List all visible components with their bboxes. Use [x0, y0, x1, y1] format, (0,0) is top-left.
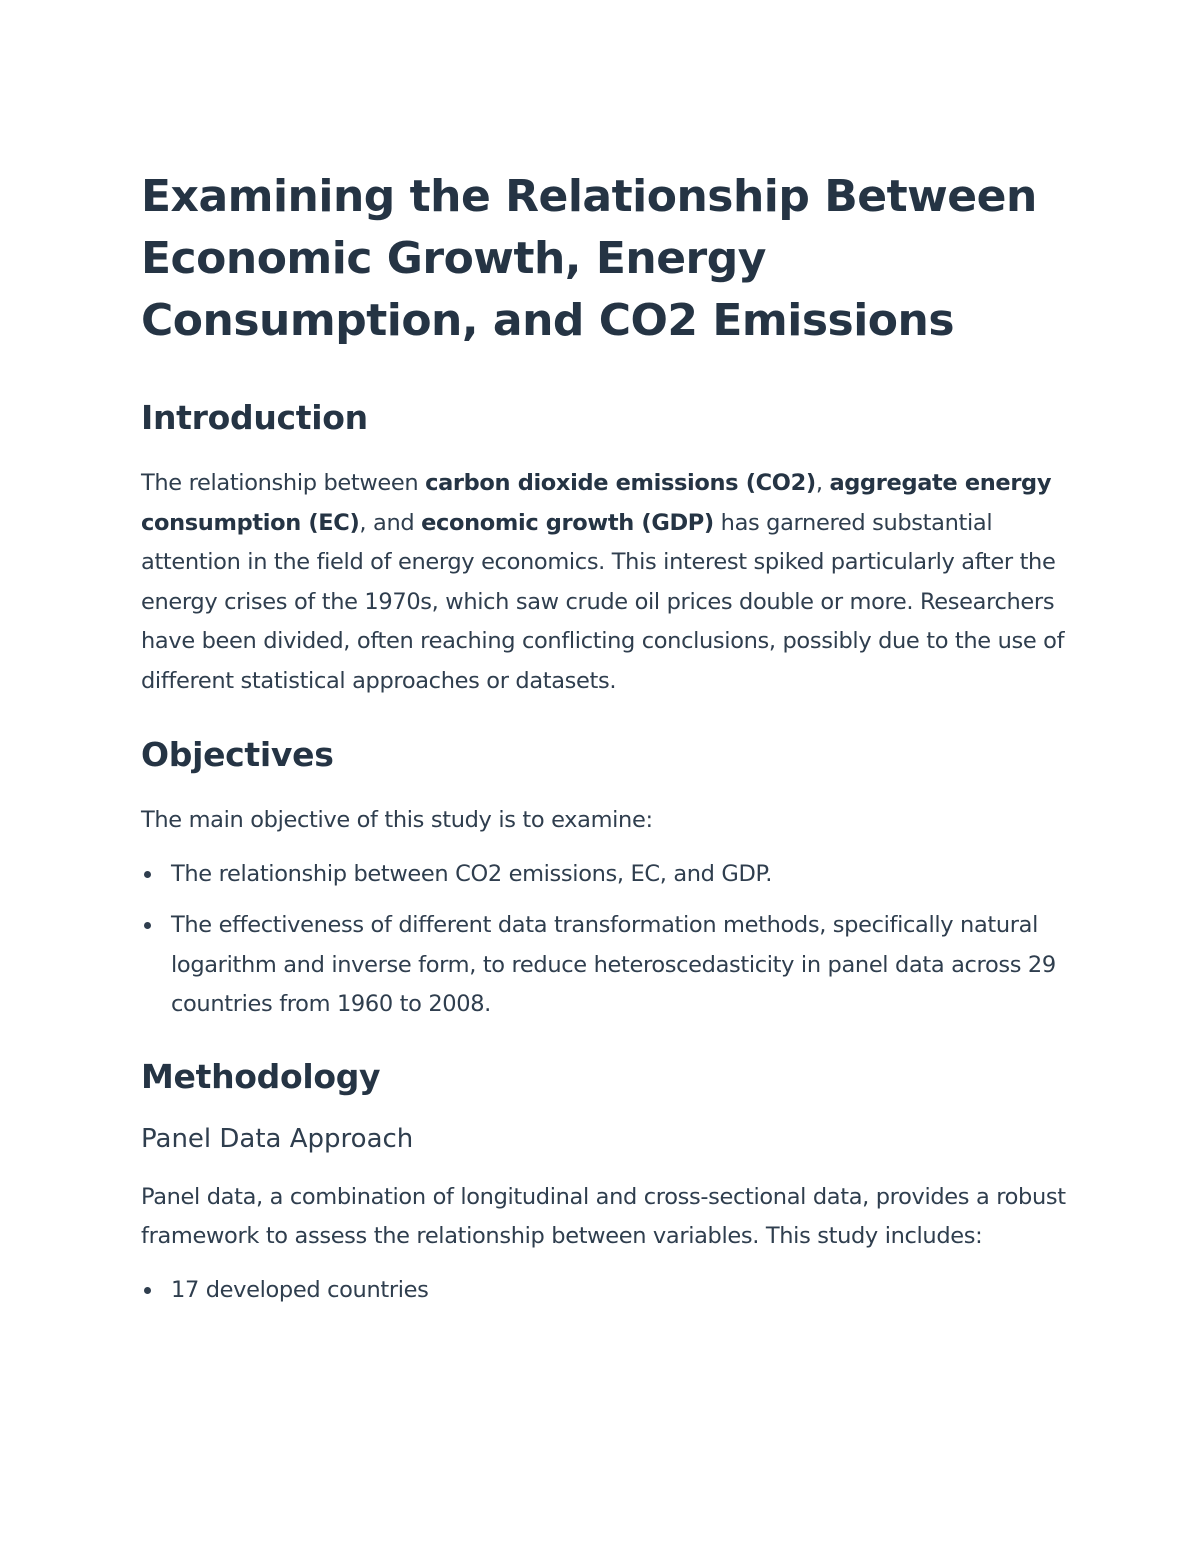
objectives-heading: Objectives — [141, 735, 334, 774]
methodology-section — [141, 1057, 1066, 1311]
document-page — [141, 166, 1066, 1310]
intro-bold-ec: aggregate energy consumption (EC) — [141, 470, 1052, 536]
objectives-section — [141, 735, 1066, 1025]
panel-data-subheading: Panel Data Approach — [141, 1123, 414, 1154]
methodology-heading: Methodology — [141, 1056, 381, 1096]
list-item: The effectiveness of different data transformation methods, specifically natural logarithm and inverse form, to reduce heteroscedasticity in panel data across 29 countries from 1960 to 2008. — [141, 906, 1066, 1025]
intro-text-2: , — [815, 470, 830, 496]
introduction-paragraph — [141, 464, 1066, 701]
introduction-heading: Introduction — [141, 398, 368, 437]
intro-text-1: The relationship between — [141, 470, 426, 496]
intro-text-4: has garnered substantial attention in the field of energy economics. This interest spiked particularly after the energy crises of the 1970s, which saw crude oil prices double or more. Researchers have been divided, often reaching conflicting conclusions, possibly due to the use of different statistical approaches or datasets. — [141, 509, 1065, 694]
list-item: 17 developed countries — [141, 1271, 1066, 1311]
objectives-intro: The main objective of this study is to examine: — [141, 807, 653, 833]
introduction-section — [141, 398, 1066, 701]
list-spacer — [141, 894, 1066, 906]
document-title: Examining the Relationship Between Economic Growth, Energy Consumption, and CO2 Emissions — [141, 171, 1037, 346]
intro-bold-co2: carbon dioxide emissions (CO2) — [425, 470, 816, 496]
methodology-list — [141, 1271, 1066, 1311]
list-item: The relationship between CO2 emissions, EC, and GDP. — [141, 855, 1066, 895]
intro-text-3: , and — [359, 509, 422, 536]
objectives-list — [141, 855, 1066, 1025]
methodology-paragraph: Panel data, a combination of longitudinal and cross-sectional data, provides a robust framework to assess the relationship between variables. This study includes: — [141, 1183, 1066, 1249]
intro-bold-gdp: economic growth (GDP) — [421, 509, 714, 536]
